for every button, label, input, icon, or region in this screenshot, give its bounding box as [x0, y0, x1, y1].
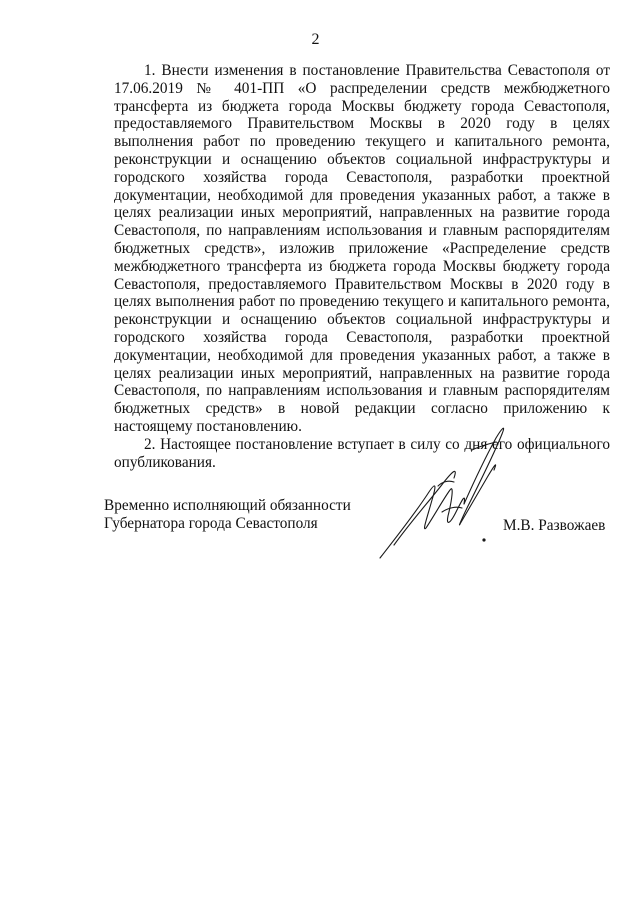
paragraph-1: 1. Внести изменения в постановление Правительства Севастополя от 17.06.2019 № 401-ПП «О распределении средств межбюджетного трансферта из бюджета города Москвы бюджету города Севастополя, предоставляемого Правительством Москвы в 2020 году в целях выполнения работ по проведению текущего и капитального ремонта, реконструкции и оснащению объектов социальной инфраструктуры и городского хозяйства города Севастополя, разработки проектной документации, необходимой для проведения указанных работ, а также в целях реализации иных мероприятий, направленных на развитие города Севастополя, по направлениям использования и главным распорядителям бюджетных средств», изложив приложение «Распределение средств межбюджетного трансферта из бюджета города Москвы бюджету города Севастополя, предоставляемого Правительством Москвы в 2020 году в целях выполнения работ по проведению текущего и капитального ремонта, реконструкции и оснащению объектов социальной инфраструктуры и городского хозяйства города Севастополя, разработки проектной документации, необходимой для проведения указанных работ, а также в целях реализации иных мероприятий, направленных на развитие города Севастополя, по направлениям использования и главным распорядителям бюджетных средств» в новой редакции согласно приложению к настоящему постановлению. [114, 62, 610, 435]
signatory-name: М.В. Развожаев [503, 517, 606, 534]
signatory-position-line-1: Временно исполняющий обязанности [104, 497, 351, 514]
paragraph-2: 2. Настоящее постановление вступает в силу со дня его официального опубликования. [114, 435, 610, 471]
document-body [114, 62, 610, 471]
signatory-position-line-2: Губернатора города Севастополя [104, 514, 318, 532]
signatory-position [104, 497, 351, 533]
handwritten-signature [372, 420, 512, 565]
page-number: 2 [311, 31, 320, 48]
